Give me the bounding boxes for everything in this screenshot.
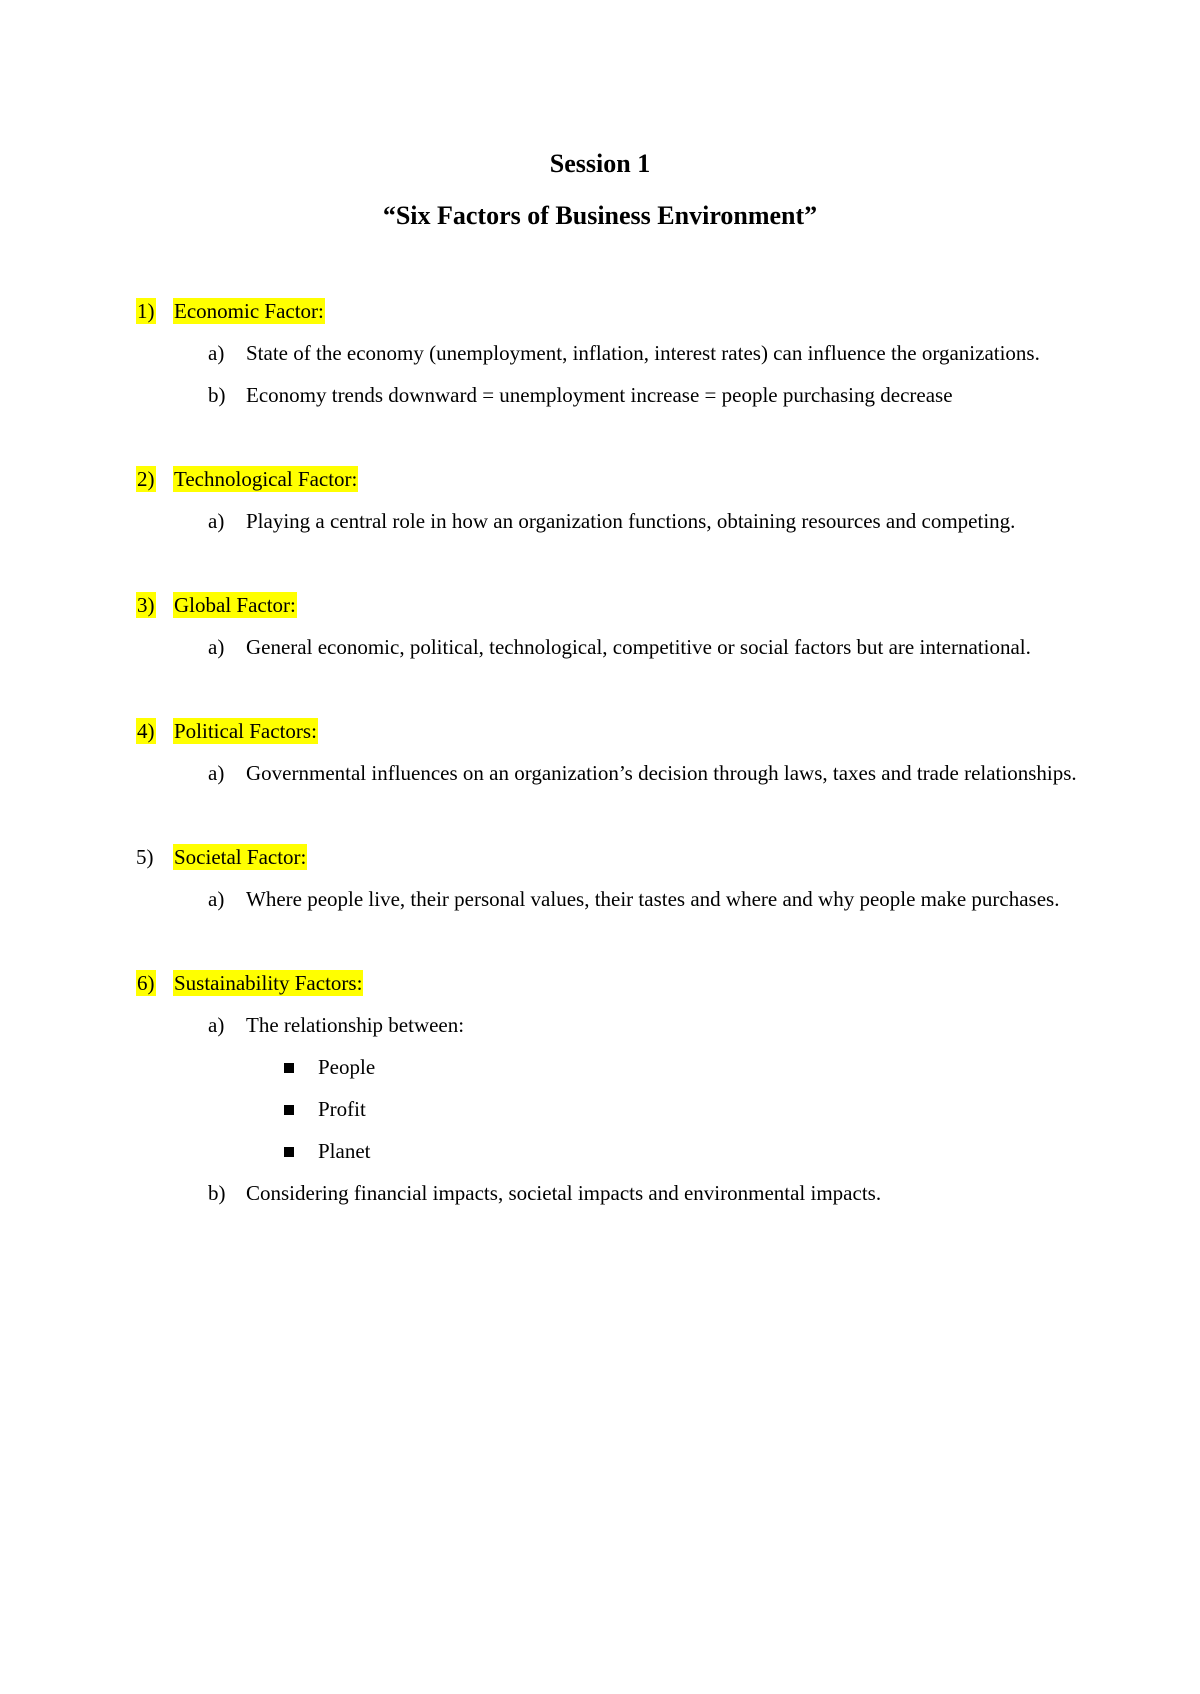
section-title: Political Factors: [174, 719, 317, 743]
section-heading [136, 836, 1096, 878]
item-letter: a) [208, 887, 225, 911]
section-number: 2) [137, 467, 155, 491]
list-item [136, 1004, 1096, 1046]
section-heading [136, 962, 1096, 1004]
item-text: Playing a central role in how an organization functions, obtaining resources and competing. [246, 509, 1016, 533]
section-technological-factor [136, 458, 1096, 542]
square-bullet-icon [284, 1063, 294, 1073]
section-title: Global Factor: [174, 593, 296, 617]
item-letter: a) [208, 509, 225, 533]
item-letter: a) [208, 1013, 225, 1037]
item-letter: a) [208, 761, 225, 785]
document-body [136, 290, 1096, 1214]
section-title: Societal Factor: [174, 845, 307, 869]
section-sustainability-factors [136, 962, 1096, 1214]
bullet-item [136, 1046, 1096, 1088]
item-letter: b) [208, 1181, 226, 1205]
section-heading [136, 710, 1096, 752]
bullet-text: People [318, 1055, 376, 1079]
item-letter: a) [208, 635, 225, 659]
list-item [136, 500, 1096, 542]
section-title: Technological Factor: [174, 467, 358, 491]
section-heading [136, 290, 1096, 332]
section-heading [136, 584, 1096, 626]
section-title: Economic Factor: [174, 299, 324, 323]
bullet-text: Profit [318, 1097, 366, 1121]
section-political-factors [136, 710, 1096, 794]
item-text: The relationship between: [246, 1013, 465, 1037]
section-title: Sustainability Factors: [174, 971, 363, 995]
item-text: Where people live, their personal values, their tastes and where and why people make purchases. [246, 887, 1060, 911]
item-text: Considering financial impacts, societal impacts and environmental impacts. [246, 1181, 882, 1205]
square-bullet-icon [284, 1105, 294, 1115]
item-text: Economy trends downward = unemployment increase = people purchasing decrease [246, 383, 953, 407]
section-number: 1) [137, 299, 155, 323]
section-number: 5) [136, 845, 154, 869]
square-bullet-icon [284, 1147, 294, 1157]
section-societal-factor [136, 836, 1096, 920]
bullet-text: Planet [318, 1139, 371, 1163]
section-number: 4) [137, 719, 155, 743]
list-item [136, 332, 1096, 374]
page-subtitle: “Six Factors of Business Environment” [382, 201, 818, 230]
list-item [136, 752, 1096, 794]
page-title: Session 1 [549, 149, 651, 178]
bullet-item [136, 1088, 1096, 1130]
section-global-factor [136, 584, 1096, 668]
item-text: Governmental influences on an organization’s decision through laws, taxes and trade relationships. [246, 761, 1077, 785]
section-number: 6) [137, 971, 155, 995]
section-economic-factor [136, 290, 1096, 416]
bullet-item [136, 1130, 1096, 1172]
item-letter: b) [208, 383, 226, 407]
list-item [136, 1172, 1096, 1214]
item-text: State of the economy (unemployment, inflation, interest rates) can influence the organizations. [246, 341, 1040, 365]
list-item [136, 374, 1096, 416]
item-letter: a) [208, 341, 225, 365]
section-number: 3) [137, 593, 155, 617]
item-text: General economic, political, technological, competitive or social factors but are international. [246, 635, 1031, 659]
section-heading [136, 458, 1096, 500]
list-item [136, 626, 1096, 668]
list-item [136, 878, 1096, 920]
